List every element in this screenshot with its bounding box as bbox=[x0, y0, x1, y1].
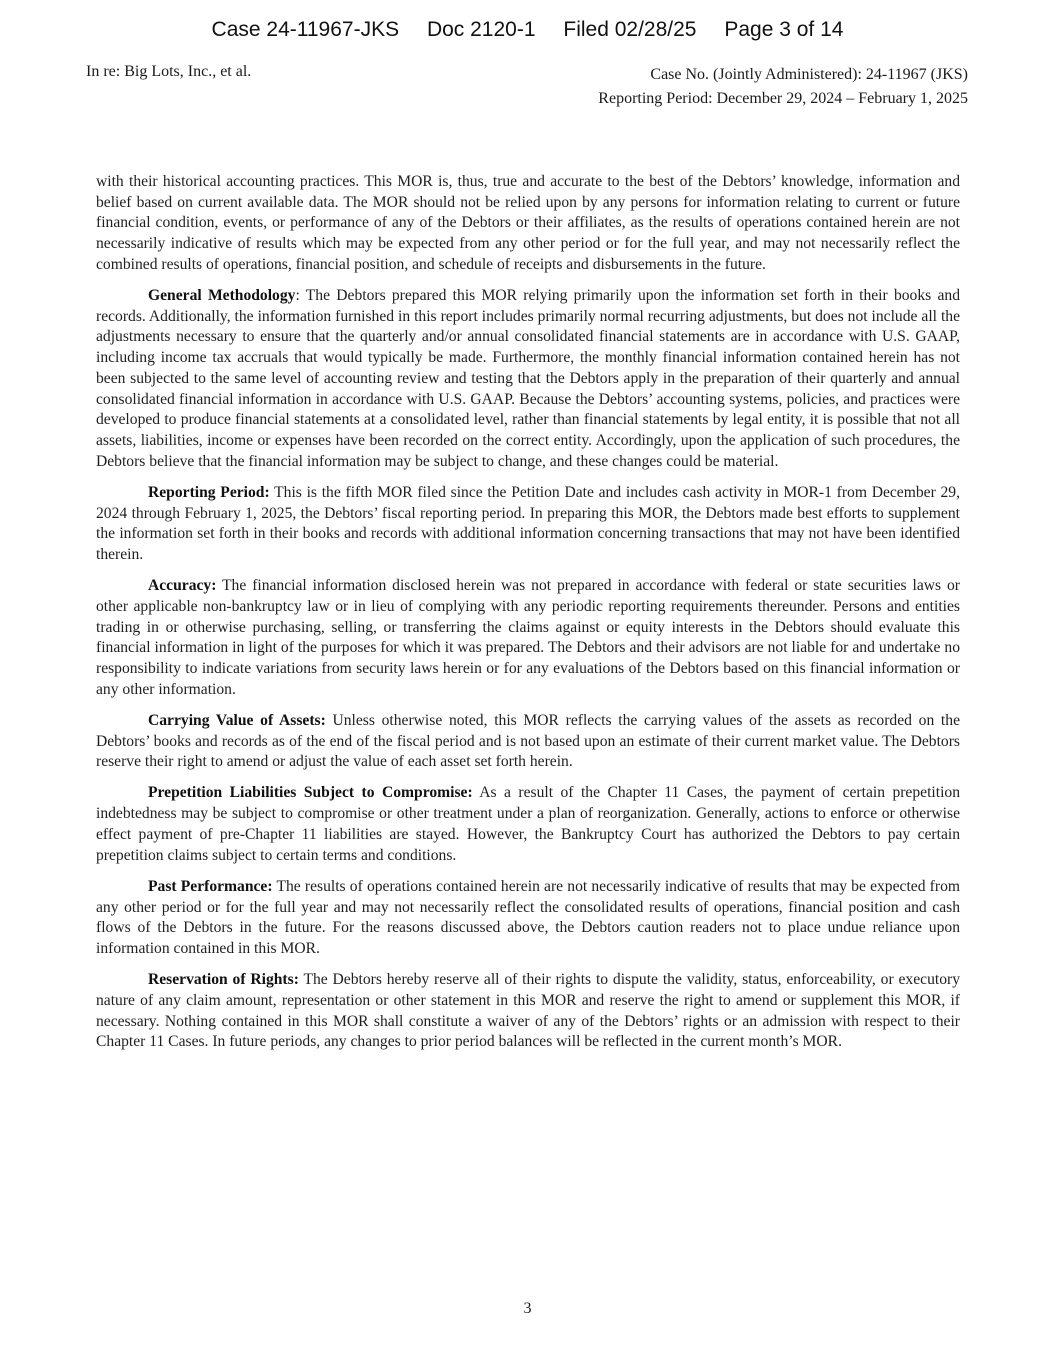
heading-prepetition-liabilities: Prepetition Liabilities Subject to Compromise: bbox=[148, 784, 473, 802]
stamp-case-number: Case 24-11967-JKS bbox=[211, 18, 400, 41]
header-case-info bbox=[598, 63, 968, 111]
paragraph-prepetition-liabilities bbox=[96, 783, 960, 866]
header-reporting-period: Reporting Period: December 29, 2024 – February 1, 2025 bbox=[598, 90, 968, 107]
paragraph-reservation-of-rights bbox=[96, 970, 960, 1053]
paragraph-general-methodology bbox=[96, 286, 960, 472]
text-reservation-of-rights: The Debtors hereby reserve all of their rights to dispute the validity, status, enforceability, or executory nature of any claim amount, representation or other statement in this MOR and reserve the right to amend or supplement this MOR, if necessary. Nothing contained in this MOR shall constitute a waiver of any of the Debtors’ rights or an admission with respect to their Chapter 11 Cases. In future periods, any changes to prior period balances will be reflected in the current month’s MOR. bbox=[96, 971, 960, 1051]
page-number: 3 bbox=[523, 1300, 532, 1317]
text-past-performance: The results of operations contained herein are not necessarily indicative of results that may be expected from any other period or for the full year and may not necessarily reflect the consolidated results of operations, financial position and cash flows of the Debtors in the future. For the reasons discussed above, the Debtors caution readers not to place undue reliance upon information contained in this MOR. bbox=[96, 877, 960, 957]
heading-carrying-value: Carrying Value of Assets: bbox=[148, 711, 326, 729]
paragraph-carrying-value bbox=[96, 711, 960, 773]
text-reporting-period: This is the fifth MOR filed since the Petition Date and includes cash activity in MOR-1 from December 29, 2024 through February 1, 2025, the Debtors’ fiscal reporting period. In preparing this MOR, the Debtors made best efforts to supplement the information set forth in their books and records with additional information concerning transactions that may not have been identified therein. bbox=[96, 483, 960, 563]
paragraph-reporting-period bbox=[96, 483, 960, 566]
header-case-number: Case No. (Jointly Administered): 24-11967 (JKS) bbox=[650, 66, 968, 83]
paragraph-past-performance bbox=[96, 877, 960, 960]
intro-paragraph: with their historical accounting practices. This MOR is, thus, true and accurate to the best of the Debtors’ knowledge, information and belief based on current available data. The MOR should not be relied upon by any persons for information relating to current or future financial condition, events, or performance of any of the Debtors or their affiliates, as the results of operations contained herein are not necessarily indicative of results which may be expected from any other period or for the full year, and may not necessarily reflect the combined results of operations, financial position, and schedule of receipts and disbursements in the future. bbox=[96, 173, 960, 273]
text-accuracy: The financial information disclosed herein was not prepared in accordance with federal or state securities laws or other applicable non-bankruptcy law or in lieu of complying with any periodic reporting requirements thereunder. Persons and entities trading in or otherwise purchasing, selling, or transferring the claims against or equity interests in the Debtors should evaluate this financial information in light of the purposes for which it was prepared. The Debtors and their advisors are not liable for and undertake no responsibility to indicate variations from security laws herein or for any evaluations of the Debtors based on this financial information or any other information. bbox=[96, 577, 960, 698]
document-body bbox=[96, 172, 960, 1063]
heading-reservation-of-rights: Reservation of Rights: bbox=[148, 971, 299, 989]
text-carrying-value: Unless otherwise noted, this MOR reflects the carrying values of the assets as recorded on the Debtors’ books and records as of the end of the fiscal period and is not based upon an estimate of their current market value. The Debtors reserve their right to amend or adjust the value of each asset set forth herein. bbox=[96, 711, 960, 771]
court-filing-stamp bbox=[0, 18, 1055, 42]
paragraph-accuracy bbox=[96, 576, 960, 700]
heading-reporting-period: Reporting Period: bbox=[148, 483, 270, 501]
stamp-filed-date: Filed 02/28/25 bbox=[563, 18, 697, 41]
stamp-page-count: Page 3 of 14 bbox=[724, 18, 844, 41]
heading-past-performance: Past Performance: bbox=[148, 877, 273, 895]
text-prepetition-liabilities: As a result of the Chapter 11 Cases, the payment of certain prepetition indebtedness may be subject to compromise or other treatment under a plan of reorganization. Generally, actions to enforce or otherwise effect payment of pre-Chapter 11 liabilities are stayed. However, the Bankruptcy Court has authorized the Debtors to pay certain prepetition claims subject to certain terms and conditions. bbox=[96, 784, 960, 864]
header-debtor: In re: Big Lots, Inc., et al. bbox=[86, 63, 252, 80]
stamp-doc-number: Doc 2120-1 bbox=[426, 18, 536, 41]
heading-accuracy: Accuracy: bbox=[148, 577, 217, 595]
text-general-methodology: : The Debtors prepared this MOR relying primarily upon the information set forth in their books and records. Additionally, the information furnished in this report includes primarily normal recurring adjustments, but does not include all the adjustments necessary to ensure that the quarterly and/or annual consolidated financial statements are in accordance with U.S. GAAP, including income tax accruals that would typically be made. Furthermore, the monthly financial information contained herein has not been subjected to the same level of accounting review and testing that the Debtors apply in the preparation of their quarterly and annual consolidated financial information in accordance with U.S. GAAP. Because the Debtors’ accounting systems, policies, and practices were developed to produce financial statements at a consolidated level, rather than financial statements by legal entity, it is possible that not all assets, liabilities, income or expenses have been recorded on the correct entity. Accordingly, upon the application of such procedures, the Debtors believe that the financial information may be subject to change, and these changes could be material. bbox=[96, 287, 960, 470]
heading-general-methodology: General Methodology bbox=[148, 287, 296, 305]
